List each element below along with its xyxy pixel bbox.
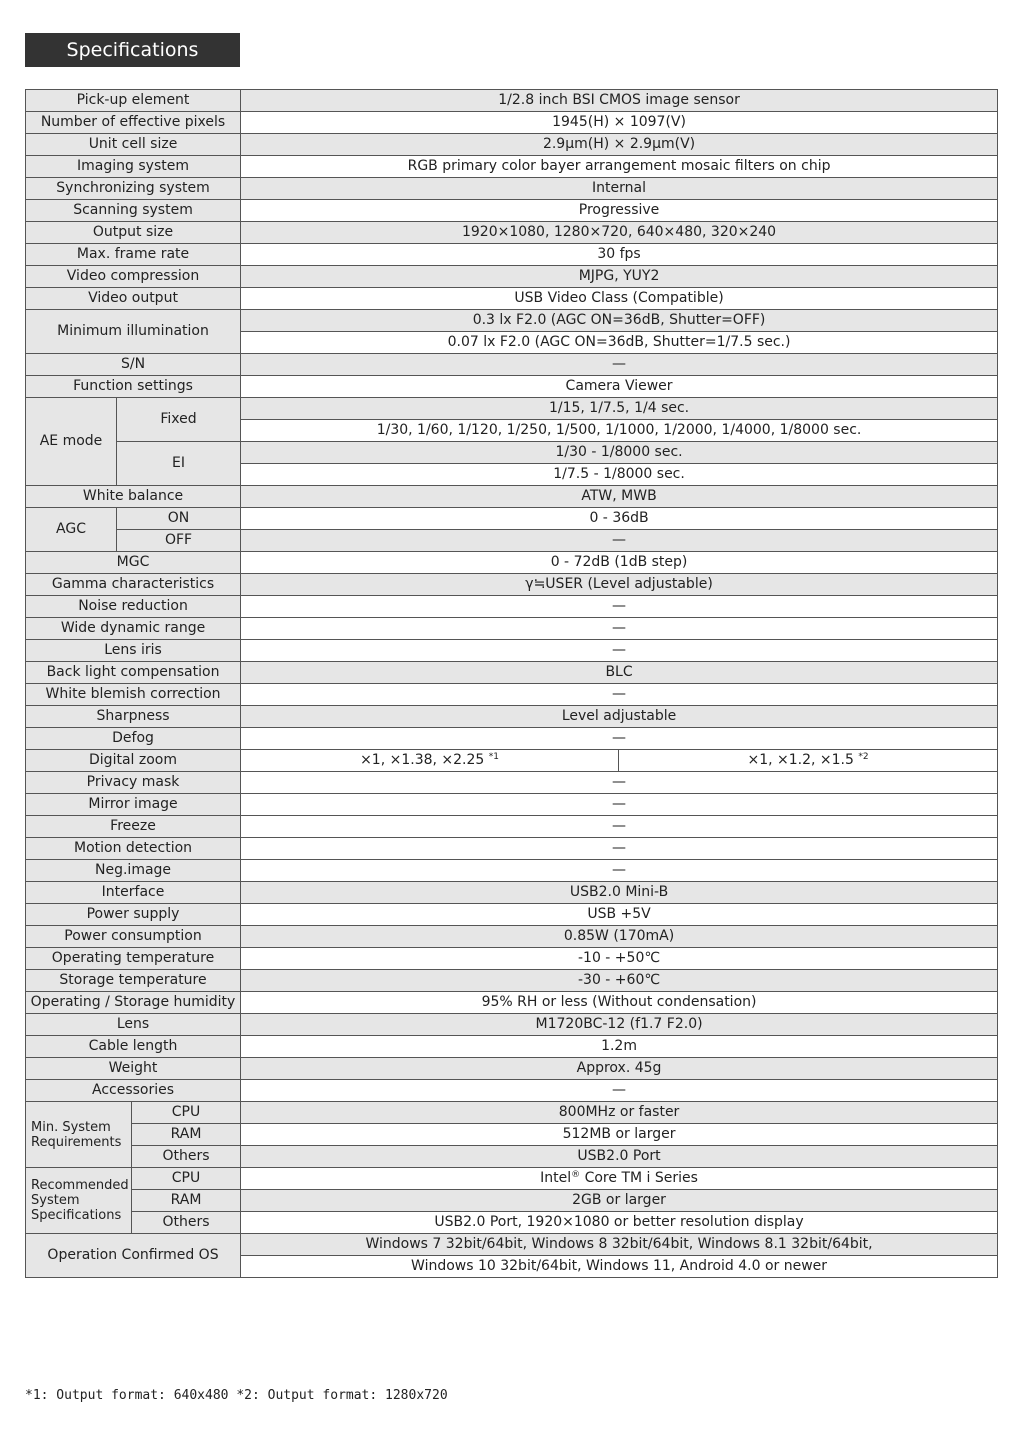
row-value: -10 - +50℃: [241, 948, 998, 970]
row-value: 2.9μm(H) × 2.9μm(V): [241, 134, 998, 156]
table-row: [26, 134, 998, 156]
row-label: Privacy mask: [26, 772, 241, 794]
row-value: USB2.0 Port, 1920×1080 or better resolution display: [241, 1212, 998, 1234]
row-sublabel: CPU: [132, 1102, 241, 1124]
row-value: 95% RH or less (Without condensation): [241, 992, 998, 1014]
row-label: Min. System Requirements: [26, 1102, 132, 1168]
registered-mark: ®: [571, 1170, 581, 1180]
table-row: [26, 1080, 998, 1102]
table-row: [26, 1036, 998, 1058]
table-row: [26, 112, 998, 134]
table-row: [26, 596, 998, 618]
table-row: [26, 244, 998, 266]
row-label: S/N: [26, 354, 241, 376]
row-value: Camera Viewer: [241, 376, 998, 398]
table-row: [26, 1168, 998, 1190]
row-value: 1/2.8 inch BSI CMOS image sensor: [241, 90, 998, 112]
row-sublabel: Others: [132, 1146, 241, 1168]
row-label: Lens: [26, 1014, 241, 1036]
table-row: [26, 706, 998, 728]
row-value: —: [241, 772, 998, 794]
table-row: [26, 354, 998, 376]
row-label: Accessories: [26, 1080, 241, 1102]
row-value: 30 fps: [241, 244, 998, 266]
row-value: [241, 1168, 998, 1190]
cpu-series: Core TM i Series: [580, 1170, 698, 1186]
table-row: [26, 442, 998, 464]
row-label: Neg.image: [26, 860, 241, 882]
row-label: Wide dynamic range: [26, 618, 241, 640]
row-label: Max. frame rate: [26, 244, 241, 266]
table-row: [26, 970, 998, 992]
row-label: Storage temperature: [26, 970, 241, 992]
row-label: Number of effective pixels: [26, 112, 241, 134]
table-row: [26, 1212, 998, 1234]
row-value: BLC: [241, 662, 998, 684]
table-row: [26, 838, 998, 860]
row-value: Approx. 45g: [241, 1058, 998, 1080]
table-row: [26, 750, 998, 772]
row-label: Imaging system: [26, 156, 241, 178]
row-value: 0.07 lx F2.0 (AGC ON=36dB, Shutter=1/7.5 sec.): [241, 332, 998, 354]
row-value: —: [241, 816, 998, 838]
row-label: Synchronizing system: [26, 178, 241, 200]
row-value: 1/7.5 - 1/8000 sec.: [241, 464, 998, 486]
row-label: Weight: [26, 1058, 241, 1080]
row-value: —: [241, 684, 998, 706]
section-title: Specifications: [25, 33, 240, 67]
table-row: [26, 552, 998, 574]
row-label: Power consumption: [26, 926, 241, 948]
cpu-brand: Intel: [540, 1170, 572, 1186]
row-value: USB2.0 Mini-B: [241, 882, 998, 904]
row-value: RGB primary color bayer arrangement mosaic filters on chip: [241, 156, 998, 178]
row-label: Cable length: [26, 1036, 241, 1058]
table-row: [26, 948, 998, 970]
row-value: 512MB or larger: [241, 1124, 998, 1146]
table-row: [26, 1234, 998, 1256]
row-label: Sharpness: [26, 706, 241, 728]
table-row: [26, 926, 998, 948]
row-label: Operating temperature: [26, 948, 241, 970]
zoom-value-2: ×1, ×1.2, ×1.5: [747, 752, 859, 768]
row-value: —: [241, 354, 998, 376]
row-value: —: [241, 838, 998, 860]
table-row: [26, 684, 998, 706]
row-label: Operation Confirmed OS: [26, 1234, 241, 1278]
table-row: [26, 662, 998, 684]
table-row: [26, 90, 998, 112]
row-value: ATW, MWB: [241, 486, 998, 508]
row-value: 0 - 72dB (1dB step): [241, 552, 998, 574]
row-value: —: [241, 1080, 998, 1102]
row-value: MJPG, YUY2: [241, 266, 998, 288]
table-row: [26, 530, 998, 552]
table-row: [26, 794, 998, 816]
row-label: Power supply: [26, 904, 241, 926]
row-label: Digital zoom: [26, 750, 241, 772]
row-label: Motion detection: [26, 838, 241, 860]
table-row: [26, 1102, 998, 1124]
row-value: -30 - +60℃: [241, 970, 998, 992]
table-row: [26, 376, 998, 398]
row-label: White balance: [26, 486, 241, 508]
row-value: 1920×1080, 1280×720, 640×480, 320×240: [241, 222, 998, 244]
row-value: 1/30 - 1/8000 sec.: [241, 442, 998, 464]
row-sublabel: CPU: [132, 1168, 241, 1190]
row-sublabel: RAM: [132, 1124, 241, 1146]
row-label: Back light compensation: [26, 662, 241, 684]
row-value: γ≒USER (Level adjustable): [241, 574, 998, 596]
row-value: Windows 7 32bit/64bit, Windows 8 32bit/64bit, Windows 8.1 32bit/64bit,: [241, 1234, 998, 1256]
spec-table: [25, 89, 998, 1278]
table-row: [26, 222, 998, 244]
row-label: Operating / Storage humidity: [26, 992, 241, 1014]
row-label: AE mode: [26, 398, 117, 486]
row-label: MGC: [26, 552, 241, 574]
row-value: Progressive: [241, 200, 998, 222]
row-value: 0.3 lx F2.0 (AGC ON=36dB, Shutter=OFF): [241, 310, 998, 332]
row-label: Gamma characteristics: [26, 574, 241, 596]
row-label: Video compression: [26, 266, 241, 288]
row-value: 0 - 36dB: [241, 508, 998, 530]
row-value: 1.2m: [241, 1036, 998, 1058]
row-value: USB2.0 Port: [241, 1146, 998, 1168]
row-label: Output size: [26, 222, 241, 244]
row-label: White blemish correction: [26, 684, 241, 706]
row-label: Noise reduction: [26, 596, 241, 618]
table-row: [26, 178, 998, 200]
table-row: [26, 992, 998, 1014]
row-value: 0.85W (170mA): [241, 926, 998, 948]
row-value: —: [241, 596, 998, 618]
row-value: 2GB or larger: [241, 1190, 998, 1212]
row-value: —: [241, 530, 998, 552]
table-row: [26, 640, 998, 662]
row-value: —: [241, 618, 998, 640]
table-row: [26, 1146, 998, 1168]
row-label: Lens iris: [26, 640, 241, 662]
table-row: [26, 1124, 998, 1146]
table-row: [26, 508, 998, 530]
row-label: Mirror image: [26, 794, 241, 816]
row-value: —: [241, 860, 998, 882]
table-row: [26, 156, 998, 178]
row-value: 1/30, 1/60, 1/120, 1/250, 1/500, 1/1000, 1/2000, 1/4000, 1/8000 sec.: [241, 420, 998, 442]
table-row: [26, 904, 998, 926]
row-value: [241, 750, 619, 772]
table-row: [26, 618, 998, 640]
row-value: —: [241, 640, 998, 662]
table-row: [26, 398, 998, 420]
row-value: [619, 750, 998, 772]
row-sublabel: ON: [117, 508, 241, 530]
row-label: Freeze: [26, 816, 241, 838]
footnote-ref-1: *1: [488, 752, 499, 762]
footnote: *1: Output format: 640x480 *2: Output format: 1280x720: [25, 1388, 448, 1403]
row-value: USB +5V: [241, 904, 998, 926]
table-row: [26, 860, 998, 882]
table-row: [26, 266, 998, 288]
footnote-ref-2: *2: [858, 752, 869, 762]
row-label: Minimum illumination: [26, 310, 241, 354]
row-value: —: [241, 794, 998, 816]
row-value: 1945(H) × 1097(V): [241, 112, 998, 134]
table-row: [26, 486, 998, 508]
table-row: [26, 816, 998, 838]
row-value: 800MHz or faster: [241, 1102, 998, 1124]
row-label: Scanning system: [26, 200, 241, 222]
row-label: Recommended System Specifications: [26, 1168, 132, 1234]
table-row: [26, 310, 998, 332]
row-label: Unit cell size: [26, 134, 241, 156]
row-value: —: [241, 728, 998, 750]
row-value: 1/15, 1/7.5, 1/4 sec.: [241, 398, 998, 420]
row-value: Windows 10 32bit/64bit, Windows 11, Android 4.0 or newer: [241, 1256, 998, 1278]
row-sublabel: Fixed: [117, 398, 241, 442]
table-row: [26, 1058, 998, 1080]
row-value: Internal: [241, 178, 998, 200]
row-label: AGC: [26, 508, 117, 552]
row-label: Defog: [26, 728, 241, 750]
table-row: [26, 1014, 998, 1036]
zoom-value-1: ×1, ×1.38, ×2.25: [360, 752, 489, 768]
row-sublabel: EI: [117, 442, 241, 486]
row-sublabel: RAM: [132, 1190, 241, 1212]
table-row: [26, 200, 998, 222]
table-row: [26, 772, 998, 794]
table-row: [26, 1190, 998, 1212]
row-sublabel: Others: [132, 1212, 241, 1234]
table-row: [26, 288, 998, 310]
table-row: [26, 574, 998, 596]
row-label: Function settings: [26, 376, 241, 398]
row-label: Video output: [26, 288, 241, 310]
row-value: M1720BC-12 (f1.7 F2.0): [241, 1014, 998, 1036]
row-value: Level adjustable: [241, 706, 998, 728]
table-row: [26, 728, 998, 750]
table-row: [26, 882, 998, 904]
row-value: USB Video Class (Compatible): [241, 288, 998, 310]
row-label: Interface: [26, 882, 241, 904]
row-sublabel: OFF: [117, 530, 241, 552]
row-label: Pick-up element: [26, 90, 241, 112]
